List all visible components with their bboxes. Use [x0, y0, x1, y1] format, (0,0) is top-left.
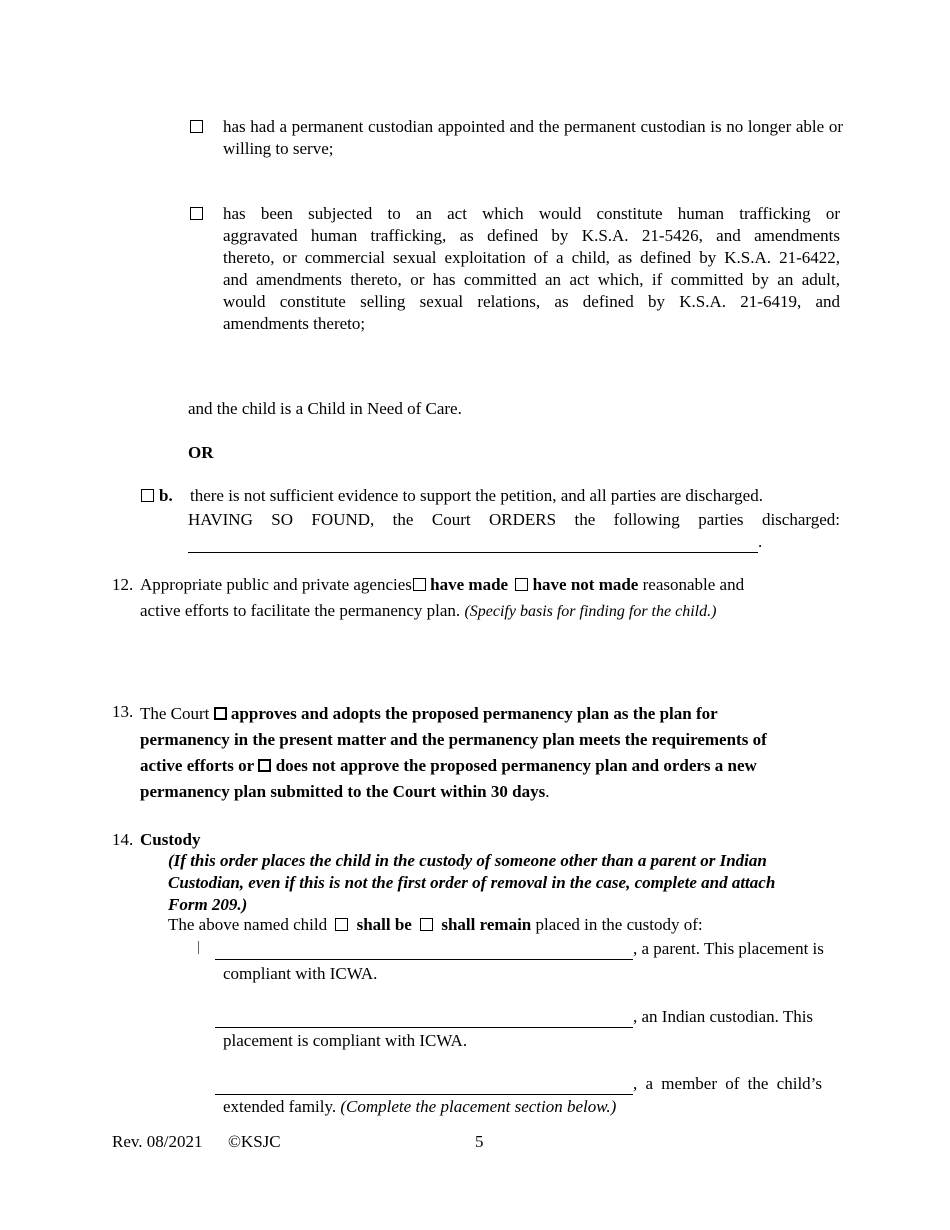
indian-custodian-option-line2: placement is compliant with ICWA. — [223, 1031, 468, 1050]
section-12-text: Appropriate public and private agencies — [140, 575, 412, 594]
section-12-line2 — [140, 600, 840, 623]
parent-name-blank[interactable] — [215, 943, 633, 960]
section-b-label: b. — [159, 486, 173, 505]
discharged-parties-blank[interactable] — [188, 536, 758, 553]
indian-custodian-name-blank[interactable] — [215, 1011, 633, 1028]
parent-option-line2: compliant with ICWA. — [223, 964, 378, 983]
approves-label: approves and adopts the proposed permanency plan as the plan for — [230, 704, 718, 723]
extended-family-text: extended family. — [223, 1097, 337, 1116]
section-b-checkbox[interactable] — [141, 489, 154, 502]
trafficking-line: would constitute selling sexual relations, as defined by K.S.A. 21-6419, and — [223, 292, 840, 311]
extended-family-option-line2 — [223, 1096, 616, 1118]
have-made-checkbox[interactable] — [413, 578, 426, 591]
cinc-statement: and the child is a Child in Need of Care. — [188, 399, 462, 418]
does-not-approve-checkbox[interactable] — [258, 759, 271, 772]
extended-family-option — [215, 1073, 840, 1095]
section-13-lead: The Court — [140, 704, 210, 723]
footer-copyright: ©KSJC — [228, 1132, 281, 1151]
section-12-line1 — [140, 574, 840, 596]
indian-custodian-option — [215, 1006, 840, 1028]
section-13-text: permanency plan submitted to the Court within 30 days — [140, 782, 546, 801]
approves-checkbox[interactable] — [214, 707, 227, 720]
parent-option-text: , a parent. This placement is — [633, 939, 824, 958]
have-not-made-label: have not made — [532, 575, 639, 594]
text-cursor-mark — [198, 941, 199, 954]
or-divider: OR — [188, 443, 214, 462]
custody-note-line: Form 209.) — [168, 895, 248, 914]
extended-family-option-text: , a member of the child’s — [633, 1074, 823, 1093]
custody-note-line: Custodian, even if this is not the first order of removal in the case, complete and attach — [168, 873, 776, 892]
custodian-checkbox[interactable] — [190, 120, 203, 133]
section-b-line1: there is not sufficient evidence to support the petition, and all parties are discharged. — [190, 486, 763, 505]
trafficking-line: aggravated human trafficking, as defined by K.S.A. 21-5426, and amendments — [223, 226, 840, 245]
custody-heading: Custody — [140, 830, 201, 849]
parent-option — [215, 938, 840, 960]
section-b-line2: HAVING SO FOUND, the Court ORDERS the following parties discharged: — [188, 510, 840, 529]
section-12-note: (Specify basis for finding for the child.) — [464, 603, 717, 620]
discharged-parties-line — [188, 531, 762, 553]
indian-custodian-option-text: , an Indian custodian. This — [633, 1007, 814, 1026]
trafficking-line: amendments thereto; — [223, 314, 366, 333]
section-13-line — [140, 753, 840, 779]
section-13-line: permanency in the present matter and the permanency plan meets the requirements of — [140, 730, 767, 749]
shall-be-label: shall be — [356, 915, 412, 934]
custodian-text: has had a permanent custodian appointed and the permanent custodian is no longer able or willing to serve; — [223, 117, 843, 158]
trafficking-line: thereto, or commercial sexual exploitation of a child, as defined by K.S.A. 21-6422, — [223, 248, 840, 267]
extended-family-note: (Complete the placement section below.) — [340, 1097, 617, 1116]
section-13-text: active efforts or — [140, 756, 255, 775]
trafficking-checkbox[interactable] — [190, 207, 203, 220]
section-13-body — [140, 701, 840, 805]
section-13-line — [140, 701, 840, 727]
footer-revision: Rev. 08/2021 — [112, 1132, 203, 1151]
section-13-number: 13. — [112, 702, 134, 721]
custody-note-line: (If this order places the child in the custody of someone other than a parent or Indian — [168, 851, 767, 870]
page-number: 5 — [475, 1132, 484, 1151]
custody-statement — [168, 914, 848, 936]
section-12-text: active efforts to facilitate the permanency plan. — [140, 601, 461, 620]
custody-text: placed in the custody of: — [535, 915, 703, 934]
family-member-name-blank[interactable] — [215, 1078, 633, 1095]
shall-be-checkbox[interactable] — [335, 918, 348, 931]
section-12-number: 12. — [112, 575, 134, 594]
have-made-label: have made — [430, 575, 509, 594]
trafficking-line: has been subjected to an act which would constitute human trafficking or — [223, 204, 840, 223]
have-not-made-checkbox[interactable] — [515, 578, 528, 591]
section-13-line — [140, 779, 840, 805]
shall-remain-label: shall remain — [441, 915, 532, 934]
custody-note — [168, 850, 848, 916]
trafficking-line: and amendments thereto, or has committed an act which, if committed by an adult, — [223, 270, 840, 289]
period: . — [758, 532, 763, 551]
shall-remain-checkbox[interactable] — [420, 918, 433, 931]
section-12-text: reasonable and — [642, 575, 745, 594]
does-not-approve-label: does not approve the proposed permanency plan and orders a new — [275, 756, 757, 775]
period: . — [545, 782, 550, 801]
section-14-number: 14. — [112, 830, 134, 849]
trafficking-text — [223, 203, 840, 335]
custody-text: The above named child — [168, 915, 328, 934]
